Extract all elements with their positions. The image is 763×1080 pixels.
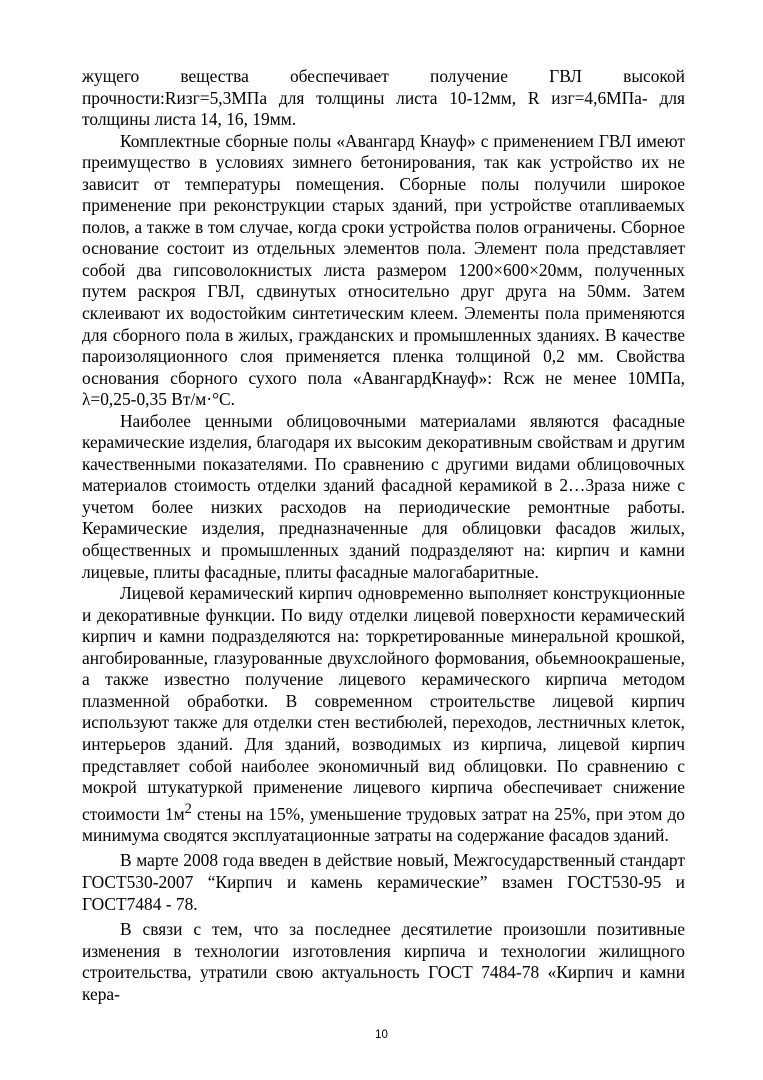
paragraph-2: Комплектные сборные полы «Авангард Кнауф» с применением ГВЛ имеют преимущество в условиях зимнего бетонирования, так как устройство их не зависит от температуры помещения. Сборные полы получили широкое применение при реконструкции старых зданий, при устройстве отапливаемых полов, а также в том случае, когда сроки устройства полов ограничены. Сборное основание состоит из отдельных элементов пола. Элемент пола представляет собой два гипсоволокнистых листа размером 1200×600×20мм, полученных путем раскроя ГВЛ, сдвинутых относительно друг друга на 50мм. Затем склеивают их водостойким синтетическим клеем. Элементы пола применяются для сборного пола в жилых, гражданских и промышленных зданиях. В качестве пароизоляционного слоя применяется пленка толщиной 0,2 мм. Свойства основания сборного сухого пола «АвангардКнауф»: Rсж не менее 10МПа, λ=0,25-0,35 Вт/м·°С. [82, 130, 685, 410]
body-text [82, 66, 685, 1005]
superscript-2: 2 [184, 800, 192, 817]
paragraph-1: жущего вещества обеспечивает получение ГВЛ высокой прочности:Rизг=5,3МПа для толщины листа 10-12мм, R изг=4,6МПа- для толщины листа 14, 16, 19мм. [82, 66, 685, 130]
paragraph-4-part-1: Лицевой керамический кирпич одновременно выполняет конструкционные и декоративные функции. По виду отделки лицевой поверхности керамический кирпич и камни подразделяются на: торкретированные минеральной крошкой, ангобированные, глазурованные двухслойного формования, обьемноокрашеные, а также известно получение лицевого керамического кирпича методом плазменной обработки. В современном строительстве лицевой кирпич используют также для отделки стен вестибюлей, переходов, лестничных клеток, интерьеров зданий. Для зданий, возводимых из кирпича, лицевой кирпич представляет собой наиболее экономичный вид облицовки. По сравнению с мокрой штукатуркой применение лицевого кирпича обеспечивает снижение стоимости 1м [82, 583, 685, 824]
page-number: 10 [375, 1029, 388, 1041]
paragraph-4 [82, 583, 685, 846]
paragraph-4-part-2: стены на 15%, уменьшение трудовых затрат на 25%, при этом до минимума сводятся эксплуатационные затраты на содержание фасадов зданий. [82, 803, 685, 845]
paragraph-6: В связи с тем, что за последнее десятилетие произошли позитивные изменения в технологии изготовления кирпича и технологии жилищного строительства, утратили свою актуальность ГОСТ 7484-78 «Кирпич и камни кера- [82, 919, 685, 1004]
paragraph-5: В марте 2008 года введен в действие новый, Межгосударственный стандарт ГОСТ530-2007 “Кирпич и камень керамические” взамен ГОСТ530-95 и ГОСТ7484 - 78. [82, 850, 685, 914]
paragraph-3: Наиболее ценными облицовочными материалами являются фасадные керамические изделия, благодаря их высоким декоративным свойствам и другим качественными показателями. По сравнению с другими видами облицовочных материалов стоимость отделки зданий фасадной керамикой в 2…3раза ниже с учетом более низких расходов на периодические ремонтные работы. Керамические изделия, предназначенные для облицовки фасадов жилых, общественных и промышленных зданий подразделяют на: кирпич и камни лицевые, плиты фасадные, плиты фасадные малогабаритные. [82, 410, 685, 582]
